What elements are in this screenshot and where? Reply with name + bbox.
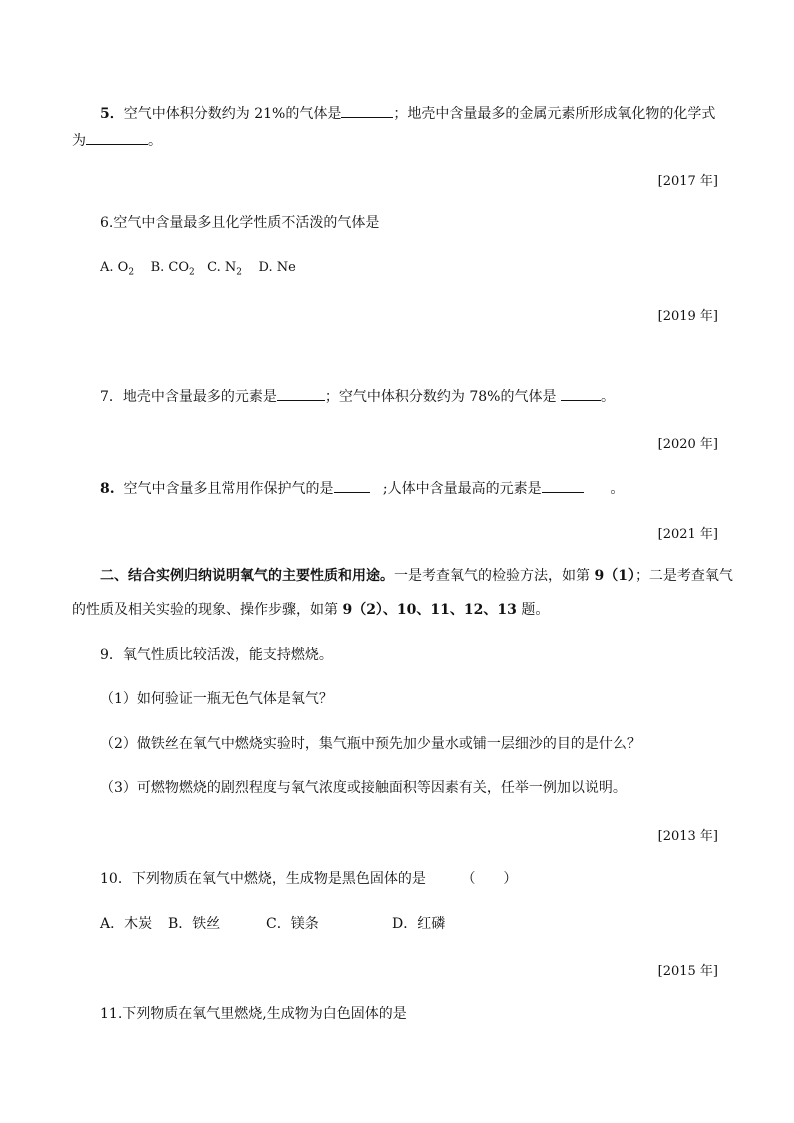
section2-text2: ；二是考查氧气	[634, 568, 733, 584]
q9-sub3: （3）可燃物燃烧的剧烈程度与氧气浓度或接触面积等因素有关，任举一例加以说明。	[100, 780, 627, 796]
q8-suffix: 。	[610, 481, 625, 497]
q9-stem: 9．氧气性质比较活泼，能支持燃烧。	[100, 647, 333, 663]
q5-text-part1: 空气中体积分数约为 21%的气体是	[123, 106, 342, 122]
q5-line1	[100, 103, 715, 123]
section2-ref1: 9（1）	[594, 568, 635, 584]
q5-line2	[72, 130, 162, 150]
q7-text-part1: 地壳中含量最多的元素是	[122, 389, 277, 405]
q5-number: 5．	[100, 106, 124, 122]
q7-line	[100, 386, 615, 406]
q10-option-b: B．铁丝	[168, 916, 221, 932]
q5-year: [2017 年]	[657, 174, 718, 189]
q7-blank-1	[277, 386, 325, 401]
q10-options	[100, 915, 152, 933]
q5-blank-2	[86, 130, 148, 145]
q8-number: 8.	[100, 481, 115, 497]
section2-line1	[100, 567, 733, 585]
q8-blank-2	[542, 478, 584, 493]
q6-option-a: A. $O_2$	[100, 260, 135, 278]
q6-option-c: C. $N_2$	[207, 260, 243, 278]
q10-option-c: C．镁条	[266, 916, 319, 932]
q6-year: [2019 年]	[657, 309, 718, 324]
q8-line	[100, 478, 624, 498]
q7-suffix: 。	[600, 389, 615, 405]
q5-text-part2: ；地壳中含量最多的金属元素所形成氧化物的化学式	[393, 106, 716, 122]
q7-number: 7．	[100, 389, 123, 405]
q9-sub1: （1）如何验证一瓶无色气体是氧气？	[100, 691, 333, 707]
q5-line2-prefix: 为	[72, 133, 86, 149]
q7-blank-2	[561, 386, 601, 401]
q6-options	[100, 259, 296, 282]
q9-year: [2013 年]	[657, 829, 718, 844]
q10-option-d: D．红磷	[392, 916, 446, 932]
q8-year: [2021 年]	[657, 527, 718, 542]
section2-ref2: 9（2）、10、11、12、13	[342, 602, 517, 618]
q10-year: [2015 年]	[657, 964, 718, 979]
q7-year: [2020 年]	[657, 437, 718, 452]
section2-line2	[72, 601, 549, 619]
section2-line2-text: 的性质及相关实验的现象、操作步骤，如第	[72, 602, 338, 618]
q6-option-d: D. Ne	[258, 260, 296, 275]
section2-line2-suffix: 题。	[521, 602, 550, 618]
q10-line	[100, 870, 517, 888]
q8-text-part1: 空气中含量多且常用作保护气的是	[123, 481, 334, 497]
q5-blank-1	[341, 103, 393, 118]
q7-text-part2: ；空气中体积分数约为 78%的气体是	[324, 389, 557, 405]
q6-option-b: B. $CO_2$	[150, 260, 195, 278]
q10-stem: 10．下列物质在氧气中燃烧，生成物是黑色固体的是	[100, 871, 426, 887]
q9-sub2: （2）做铁丝在氧气中燃烧实验时，集气瓶中预先加少量水或铺一层细沙的目的是什么？	[100, 736, 641, 752]
section2-text1: 一是考查氧气的检验方法，如第	[394, 568, 590, 584]
q8-blank-1	[334, 478, 370, 493]
q11-stem: 11.下列物质在氧气里燃烧,生成物为白色固体的是	[100, 1006, 407, 1022]
q5-line2-suffix: 。	[148, 133, 162, 149]
q8-text-part2: ;人体中含量最高的元素是	[382, 481, 542, 497]
q6-stem: 6.空气中含量最多且化学性质不活泼的气体是	[100, 215, 380, 231]
q10-option-a: A．木炭	[100, 916, 153, 932]
q10-bracket: （ ）	[461, 871, 518, 887]
section2-heading: 二、结合实例归纳说明氧气的主要性质和用途。	[100, 568, 394, 584]
